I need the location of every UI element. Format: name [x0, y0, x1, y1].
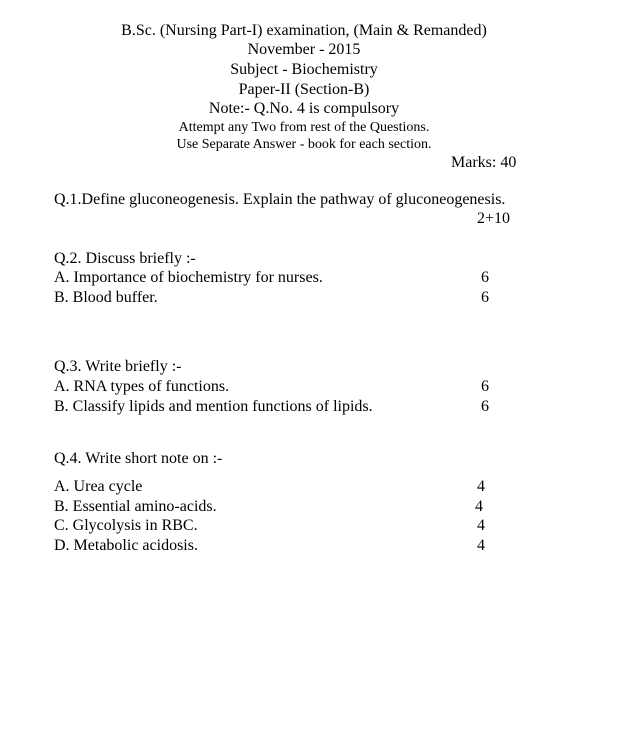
question-marks: 2+10 [477, 210, 511, 227]
question-item: B. Blood buffer. [54, 289, 158, 306]
question-title: Q.3. Write briefly :- [54, 358, 182, 375]
question-title: Q.2. Discuss briefly :- [54, 250, 196, 267]
total-marks: Marks: 40 [451, 154, 517, 171]
question-item-marks: 4 [475, 498, 483, 515]
question-item-marks: 4 [477, 537, 485, 554]
question-text: Q.1.Define gluconeogenesis. Explain the pathway of gluconeogenesis. [54, 191, 506, 208]
exam-instruction: Attempt any Two from rest of the Questions. [178, 120, 430, 135]
question-item: C. Glycolysis in RBC. [54, 517, 198, 534]
question-item-marks: 6 [481, 289, 489, 306]
question-item: B. Classify lipids and mention functions of lipids. [54, 398, 373, 415]
question-item-marks: 6 [481, 378, 489, 395]
exam-note: Note:- Q.No. 4 is compulsory [208, 100, 400, 117]
exam-subject: Subject - Biochemistry [230, 61, 378, 78]
question-item: A. Importance of biochemistry for nurses. [54, 269, 323, 286]
question-item: A. Urea cycle [54, 478, 143, 495]
question-item: B. Essential amino-acids. [54, 498, 217, 515]
question-item: D. Metabolic acidosis. [54, 537, 198, 554]
question-item-marks: 6 [481, 269, 489, 286]
exam-instruction-section: Use Separate Answer - book for each section. [176, 137, 432, 152]
question-item: A. RNA types of functions. [54, 378, 230, 395]
question-item-marks: 4 [477, 517, 485, 534]
question-item-marks: 6 [481, 398, 489, 415]
question-title: Q.4. Write short note on :- [54, 450, 223, 467]
exam-title: B.Sc. (Nursing Part-I) examination, (Main & Remanded) [121, 22, 487, 39]
question-item-marks: 4 [477, 478, 485, 495]
exam-paper: Paper-II (Section-B) [238, 81, 370, 98]
exam-date: November - 2015 [247, 41, 361, 58]
